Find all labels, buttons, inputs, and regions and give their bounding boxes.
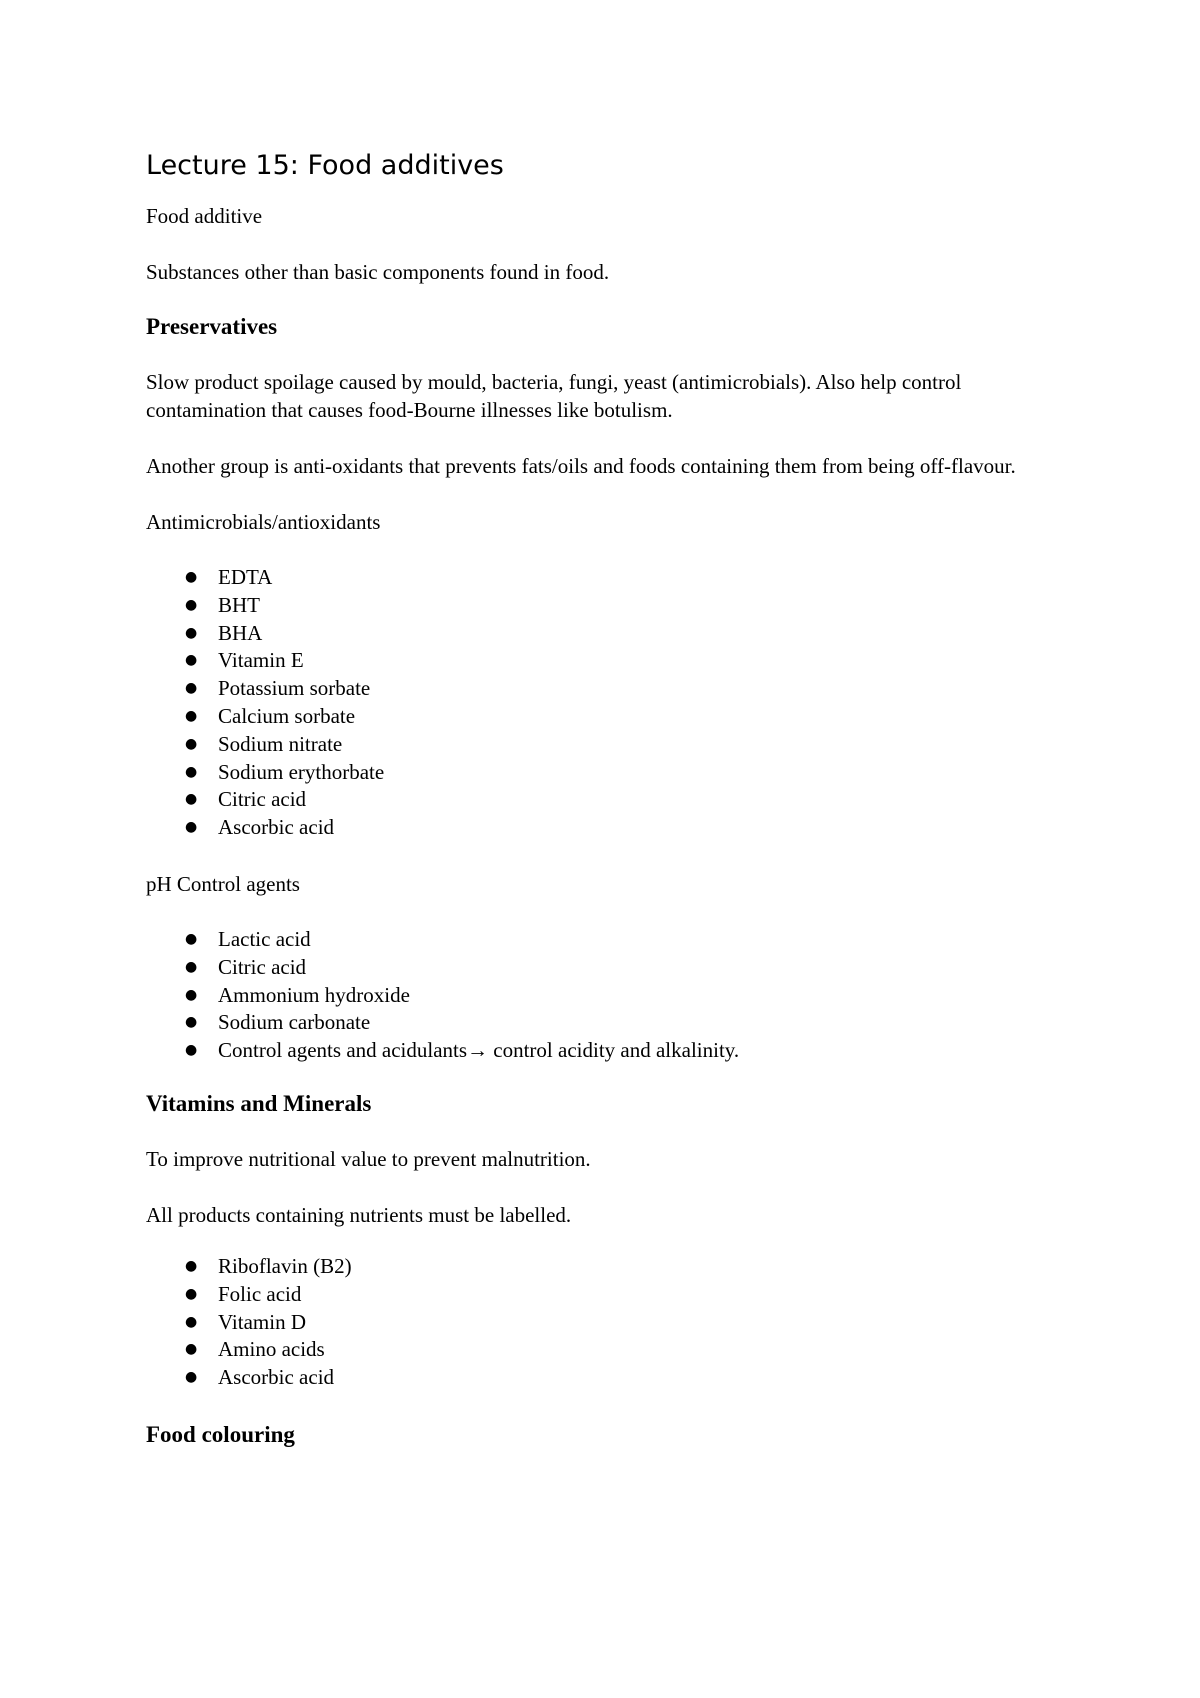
- bullet-icon: ●: [185, 569, 198, 585]
- list-item: ● Control agents and acidulants→ control acidity and alkalinity.: [146, 1037, 1046, 1065]
- vitamins-list: [146, 1253, 1046, 1392]
- bullet-icon: ●: [185, 624, 198, 641]
- list-item: ● Sodium erythorbate: [146, 759, 1046, 787]
- bullet-icon: ●: [185, 1285, 198, 1302]
- bullet-icon: ●: [185, 986, 198, 1003]
- antimicrobials-list: [146, 564, 1046, 842]
- bullet-icon: ●: [185, 735, 198, 752]
- ph-control-label: pH Control agents: [146, 871, 300, 896]
- list-item: ● Sodium nitrate: [146, 731, 1046, 759]
- list-item: ● Amino acids: [146, 1336, 1046, 1364]
- bullet-icon: ●: [185, 596, 198, 613]
- bullet-icon: ●: [185, 1257, 198, 1274]
- list-item: ● Folic acid: [146, 1281, 1046, 1309]
- list-item: ● Potassium sorbate: [146, 675, 1046, 703]
- bullet-icon: ●: [185, 1341, 198, 1358]
- list-item: ● Ammonium hydroxide: [146, 982, 1046, 1010]
- food-additive-label: Food additive: [146, 204, 263, 228]
- list-item: ● Vitamin E: [146, 647, 1046, 675]
- page-title: Lecture 15: Food additives: [146, 150, 504, 181]
- list-item: ● EDTA: [146, 564, 1046, 592]
- list-item: ● Citric acid: [146, 786, 1046, 814]
- list-item: ● Calcium sorbate: [146, 703, 1046, 731]
- vitamins-paragraph-2: All products containing nutrients must be labelled.: [146, 1202, 572, 1227]
- list-item: ● Riboflavin (B2): [146, 1253, 1046, 1281]
- list-item: ● Ascorbic acid: [146, 1364, 1046, 1392]
- list-item: ● BHT: [146, 592, 1046, 620]
- list-item: ● Ascorbic acid: [146, 814, 1046, 842]
- food-additive-definition: Substances other than basic components found in food.: [146, 260, 610, 284]
- vitamins-paragraph-1: To improve nutritional value to prevent malnutrition.: [146, 1146, 591, 1171]
- bullet-icon: ●: [185, 819, 198, 836]
- list-item: ● Vitamin D: [146, 1309, 1046, 1337]
- ph-control-list: [146, 926, 1046, 1065]
- bullet-icon: ●: [185, 680, 198, 697]
- bullet-icon: ●: [185, 652, 198, 669]
- bullet-icon: ●: [185, 763, 198, 780]
- bullet-icon: ●: [185, 1014, 198, 1031]
- bullet-icon: ●: [185, 1313, 198, 1330]
- bullet-icon: ●: [185, 958, 198, 975]
- antimicrobials-label: Antimicrobials/antioxidants: [146, 510, 381, 534]
- list-item: ● Sodium carbonate: [146, 1009, 1046, 1037]
- vitamins-heading: Vitamins and Minerals: [146, 1090, 372, 1116]
- bullet-icon: ●: [185, 930, 198, 947]
- bullet-icon: ●: [185, 791, 198, 808]
- food-colouring-heading: Food colouring: [146, 1421, 295, 1447]
- bullet-icon: ●: [185, 707, 198, 724]
- preservatives-heading: Preservatives: [146, 314, 278, 339]
- list-item: ● BHA: [146, 620, 1046, 648]
- list-item: ● Lactic acid: [146, 926, 1046, 954]
- document-page: [146, 146, 1046, 1450]
- bullet-icon: ●: [185, 1042, 198, 1059]
- list-item: ● Citric acid: [146, 954, 1046, 982]
- bullet-icon: ●: [185, 1369, 198, 1386]
- preservatives-paragraph-2: Another group is anti-oxidants that prevents fats/oils and foods containing them from being off-flavour.: [146, 454, 1016, 478]
- preservatives-paragraph-1: Slow product spoilage caused by mould, bacteria, fungi, yeast (antimicrobials). Also help control contamination that causes food-Bourne illnesses like botulism.: [146, 370, 962, 422]
